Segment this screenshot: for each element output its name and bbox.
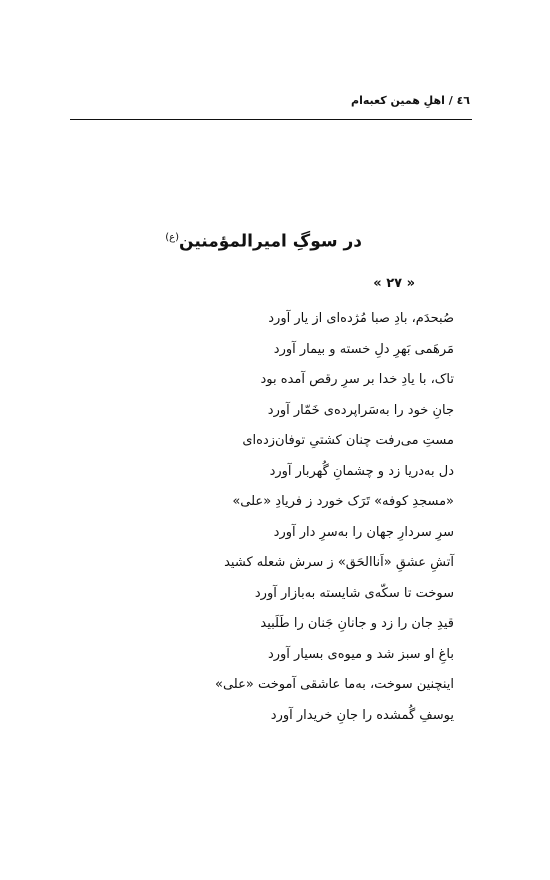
poem-title: [165, 226, 362, 254]
header-rule: [70, 119, 472, 120]
verse-line: دل به‌دریا زد و چشمانِ گُهربار آورد: [269, 463, 454, 479]
verse-line: صُبحدَم، بادِ صبا مُژده‌ای از یار آورد: [268, 311, 454, 326]
verse-line: تاک، با یادِ خدا بر سرِ رقص آمده بود: [260, 372, 454, 387]
verse-line: اینچنین سوخت، به‌ما عاشقی آموخت «علی»: [215, 677, 454, 692]
verse-line: سرِ سردارِ جهان را به‌سرِ دار آورد: [273, 524, 454, 540]
poem-title-honorific: (ع): [165, 232, 180, 243]
verse-line: «مسجدِ کوفه» تَرَک خورد ز فریادِ «علی»: [232, 494, 454, 509]
verse-line: یوسفِ گُمشده را جانِ خریدار آورد: [270, 707, 454, 723]
poem-number: « ۲۷ »: [373, 276, 415, 291]
verse-line: سوخت تا سکّه‌ی شایسته به‌بازار آورد: [254, 585, 454, 601]
poem-verses: [134, 304, 454, 731]
verse-line: باغِ او سبز شد و میوه‌ی بسیار آورد: [267, 646, 454, 662]
verse-line: قیدِ جان را زد و جانانِ جَنان را طَلَبید: [260, 616, 454, 631]
running-header: ٤٦ / اهلِ همین کعبه‌ام: [351, 94, 470, 107]
verse-line: جانِ خود را به‌سَراپرده‌ی خَمّار آورد: [267, 402, 454, 418]
poem-title-text: در سوگِ امیرالمؤمنین: [179, 231, 362, 252]
verse-line: مستِ می‌رفت چنان کشتیِ توفان‌زده‌ای: [242, 433, 454, 448]
verse-line: مَرهَمی بَهرِ دلِ خسته و بیمار آورد: [273, 341, 454, 357]
verse-line: آتشِ عشقِ «اَناالحَق» ز سرش شعله کشید: [224, 555, 454, 570]
